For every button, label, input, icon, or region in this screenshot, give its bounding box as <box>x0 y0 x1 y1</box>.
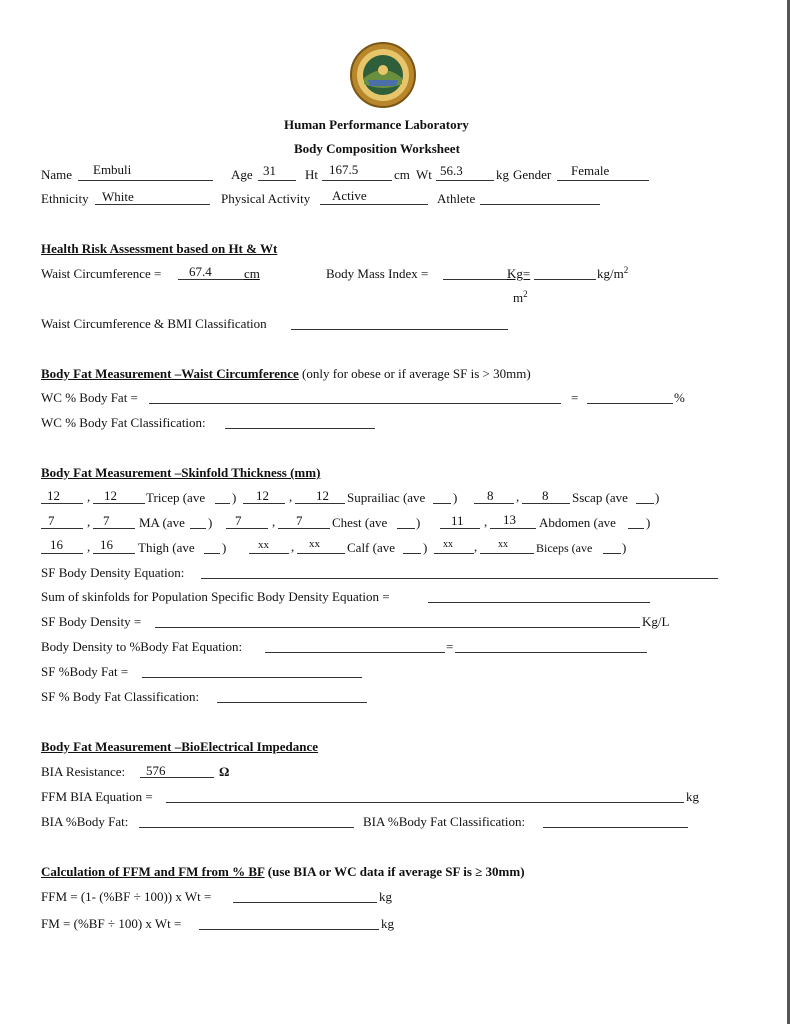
thigh-label: Thigh (ave <box>138 540 195 555</box>
wt-value[interactable]: 56.3 <box>440 163 463 178</box>
wt-unit: kg <box>496 167 509 182</box>
sf-convert-field[interactable] <box>265 652 445 653</box>
ma-2[interactable]: 7 <box>103 513 110 528</box>
athlete-label: Athlete <box>437 191 476 206</box>
bmi-weight-field[interactable] <box>443 279 507 280</box>
skinfold-heading: Body Fat Measurement –Skinfold Thickness (mm) <box>41 465 321 480</box>
biceps-label: Biceps (ave <box>536 541 593 555</box>
sf-class-label: SF % Body Fat Classification: <box>41 689 200 704</box>
wt-label: Wt <box>416 167 432 182</box>
page-title: Human Performance Laboratory <box>284 117 469 132</box>
sf-density-label: SF Body Density = <box>41 614 142 629</box>
bia-res-label: BIA Resistance: <box>41 764 126 779</box>
sscap-2[interactable]: 8 <box>542 488 549 503</box>
name-label: Name <box>41 167 73 182</box>
sf-sum-label: Sum of skinfolds for Population Specific Body Density Equation = <box>41 589 390 604</box>
thigh-1[interactable]: 16 <box>50 537 63 552</box>
waist-label: Waist Circumference = <box>41 266 162 281</box>
wc-bf-field[interactable] <box>149 403 561 404</box>
health-risk-heading: Health Risk Assessment based on Ht & Wt <box>41 241 278 256</box>
chest-2[interactable]: 7 <box>296 513 303 528</box>
suprailiac-1[interactable]: 12 <box>256 488 269 503</box>
sf-convert-label: Body Density to %Body Fat Equation: <box>41 639 243 654</box>
calf-ave-field[interactable] <box>403 553 421 554</box>
bmi-label: Body Mass Index = <box>326 266 429 281</box>
sf-sum-field[interactable] <box>428 602 650 603</box>
gender-value[interactable]: Female <box>571 163 610 178</box>
abdomen-2[interactable]: 13 <box>503 512 516 527</box>
name-value[interactable]: Embuli <box>93 162 132 177</box>
ma-label: MA (ave <box>139 515 185 530</box>
chest-1[interactable]: 7 <box>235 513 242 528</box>
chest-ave-field[interactable] <box>397 528 415 529</box>
bia-heading: Body Fat Measurement –BioElectrical Impedance <box>41 739 319 754</box>
sscap-1[interactable]: 8 <box>487 488 494 503</box>
sf-density-eq-field[interactable] <box>201 578 718 579</box>
wc-bf-label: WC % Body Fat = <box>41 390 138 405</box>
bia-ffm-label: FFM BIA Equation = <box>41 789 153 804</box>
bia-ffm-field[interactable] <box>166 802 684 803</box>
sf-bf-field[interactable] <box>142 677 362 678</box>
ht-value[interactable]: 167.5 <box>329 162 359 177</box>
bia-bf-field[interactable] <box>139 827 354 828</box>
sf-class-field[interactable] <box>217 702 367 703</box>
abdomen-ave-field[interactable] <box>628 528 644 529</box>
waist-value[interactable]: 67.4 <box>189 264 212 279</box>
waist-bmi-class-label: Waist Circumference & BMI Classification <box>41 316 267 331</box>
calc-fm-label: FM = (%BF ÷ 100) x Wt = <box>41 916 182 931</box>
biceps-2[interactable]: xx <box>498 539 508 550</box>
wc-class-label: WC % Body Fat Classification: <box>41 415 206 430</box>
calc-heading: Calculation of FFM and FM from % BF (use BIA or WC data if average SF is ≥ 30mm) <box>41 864 525 879</box>
athlete-field[interactable] <box>480 204 600 205</box>
calc-ffm-label: FFM = (1- (%BF ÷ 100)) x Wt = <box>41 889 212 904</box>
abdomen-1[interactable]: 11 <box>451 513 464 528</box>
sf-density-eq-label: SF Body Density Equation: <box>41 565 185 580</box>
ma-ave-field[interactable] <box>190 528 206 529</box>
ma-1[interactable]: 7 <box>48 513 55 528</box>
ht-unit: cm <box>394 167 410 182</box>
tricep-1[interactable]: 12 <box>47 488 60 503</box>
ht-label: Ht <box>305 167 318 182</box>
bmi-unit: $kg/m^2$ <box>597 265 629 281</box>
calc-ffm-field[interactable] <box>233 902 377 903</box>
sf-convert-eq: = <box>446 639 454 654</box>
tricep-ave-field[interactable] <box>215 503 230 504</box>
abdomen-label: Abdomen (ave <box>539 515 616 530</box>
bia-bf-label: BIA %Body Fat: <box>41 814 129 829</box>
wc-bf-result-field[interactable] <box>587 403 673 404</box>
sf-bf-label: SF %Body Fat = <box>41 664 129 679</box>
biceps-ave-field[interactable] <box>603 553 621 554</box>
waist-bmi-class-field[interactable] <box>291 329 508 330</box>
calc-fm-unit: kg <box>381 916 394 931</box>
gender-label: Gender <box>513 167 552 182</box>
sf-density-field[interactable] <box>155 627 640 628</box>
waist-unit: cm <box>244 266 260 281</box>
activity-value[interactable]: Active <box>332 188 367 203</box>
tricep-2[interactable]: 12 <box>104 488 117 503</box>
ohm-icon: Ω <box>219 764 230 779</box>
suprailiac-ave-field[interactable] <box>433 503 451 504</box>
calc-fm-field[interactable] <box>199 929 379 930</box>
wc-pct: % <box>674 390 685 405</box>
wc-heading: Body Fat Measurement –Waist Circumference (only for obese or if average SF is > 30mm) <box>41 366 531 381</box>
activity-label: Physical Activity <box>221 191 311 206</box>
suprailiac-2[interactable]: 12 <box>316 488 329 503</box>
thigh-ave-field[interactable] <box>204 553 220 554</box>
thigh-2[interactable]: 16 <box>100 537 113 552</box>
ethnicity-value[interactable]: White <box>102 189 134 204</box>
biceps-1[interactable]: xx <box>443 539 453 550</box>
age-value[interactable]: 31 <box>263 163 276 178</box>
bia-class-field[interactable] <box>543 827 688 828</box>
sf-convert-result-field[interactable] <box>455 652 647 653</box>
bia-class-label: BIA %Body Fat Classification: <box>363 814 526 829</box>
bia-ffm-unit: kg <box>686 789 699 804</box>
age-label: Age <box>231 167 253 182</box>
bia-res-value[interactable]: 576 <box>146 763 166 778</box>
sf-density-unit: Kg/L <box>642 614 670 629</box>
page-subtitle: Body Composition Worksheet <box>294 141 460 156</box>
ethnicity-label: Ethnicity <box>41 191 89 206</box>
calf-label: Calf (ave <box>347 540 396 555</box>
sscap-ave-field[interactable] <box>636 503 654 504</box>
calc-ffm-unit: kg <box>379 889 392 904</box>
tricep-label: Tricep (ave <box>146 490 206 505</box>
bmi-kg: Kg= <box>507 266 531 281</box>
university-seal-icon <box>350 42 416 108</box>
bmi-m2: $m^2$ <box>513 289 528 305</box>
chest-label: Chest (ave <box>332 515 388 530</box>
wc-class-field[interactable] <box>225 428 375 429</box>
calf-2[interactable]: xx <box>309 538 320 550</box>
wc-eq: = <box>571 390 579 405</box>
suprailiac-label: Suprailiac (ave <box>347 490 426 505</box>
bmi-result-field[interactable] <box>534 279 596 280</box>
sscap-label: Sscap (ave <box>572 490 628 505</box>
calf-1[interactable]: xx <box>258 539 269 551</box>
